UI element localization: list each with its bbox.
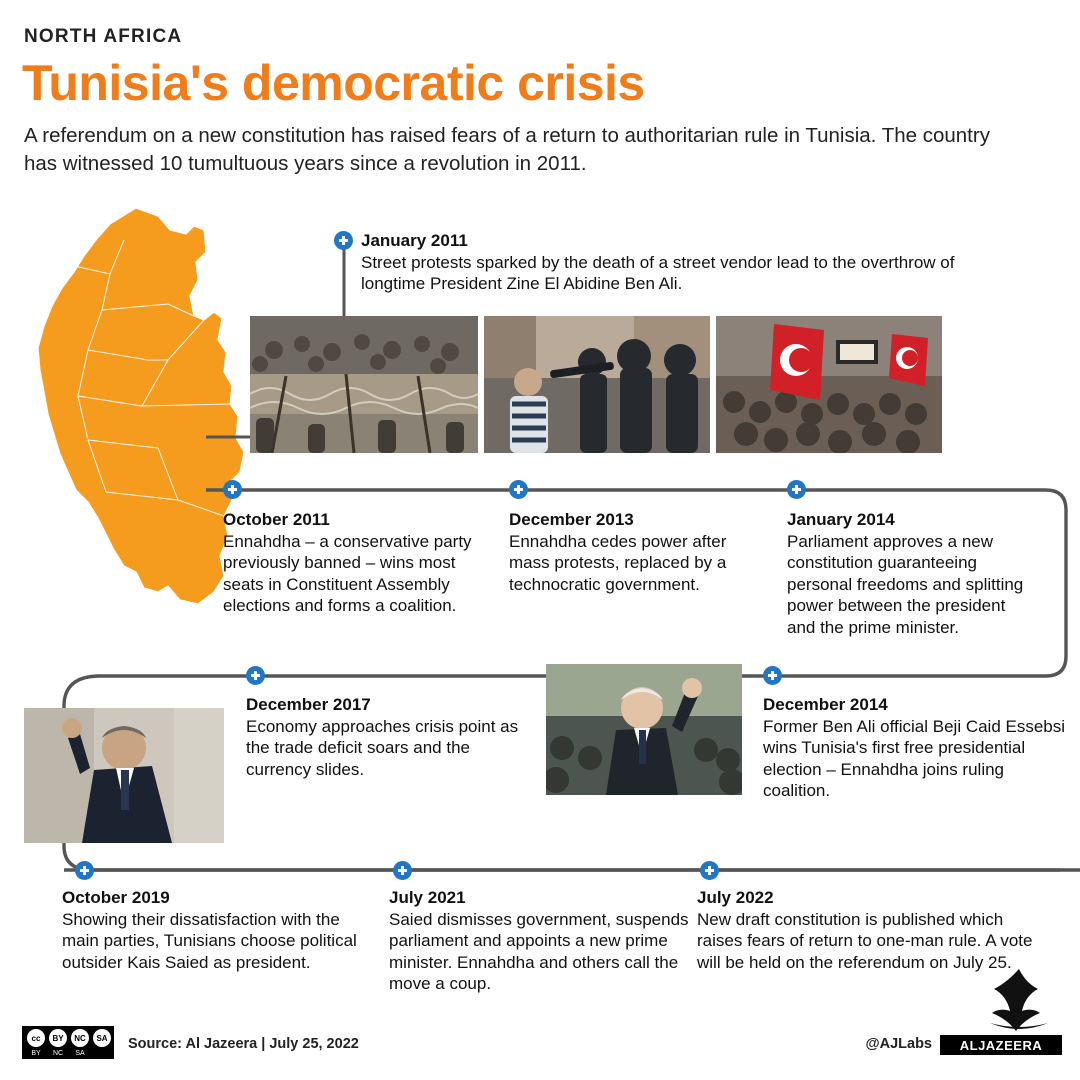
event-description: New draft constitution is published which raises fears of return to one-man rule. A vote will be held on the referendum on July 25. xyxy=(697,910,1033,972)
event-jan-2014 xyxy=(787,510,1037,638)
svg-text:NC: NC xyxy=(52,1050,64,1057)
photo-beji-caid-essebsi xyxy=(546,664,742,795)
event-date: December 2014 xyxy=(763,695,888,714)
timeline-node-dec-2017 xyxy=(246,666,265,685)
event-date: July 2022 xyxy=(697,888,774,907)
event-jul-2021 xyxy=(389,888,689,995)
timeline-node-jul-2021 xyxy=(393,861,412,880)
event-description: Street protests sparked by the death of a street vendor lead to the overthrow of longtime President Zine El Abidine Ben Ali. xyxy=(361,253,955,294)
event-date: January 2011 xyxy=(361,231,468,250)
al-jazeera-mark-icon xyxy=(980,965,1058,1035)
source-credit: Source: Al Jazeera | July 25, 2022 xyxy=(128,1036,359,1052)
event-date: December 2017 xyxy=(246,695,371,714)
timeline-node-dec-2013 xyxy=(509,480,528,499)
event-description: Former Ben Ali official Beji Caid Essebsi wins Tunisia's first free presidential election – Ennahdha joins ruling coalition. xyxy=(763,717,1066,801)
photo-flag-crowd xyxy=(716,316,942,453)
svg-text:SA: SA xyxy=(96,1034,108,1043)
event-description: Ennahdha – a conservative party previously banned – wins most seats in Constituent Assembly elections and forms a coalition. xyxy=(223,532,472,616)
event-description: Saied dismisses government, suspends parliament and appoints a new prime minister. Ennahdha and others call the move a coup. xyxy=(389,910,689,994)
event-jul-2022 xyxy=(697,888,1037,973)
page-title: Tunisia's democratic crisis xyxy=(22,55,645,111)
event-dec-2017 xyxy=(246,695,526,780)
event-oct-2011 xyxy=(223,510,498,617)
svg-text:NC: NC xyxy=(74,1034,86,1043)
timeline-node-jan-2011 xyxy=(334,231,353,250)
event-jan-2011 xyxy=(361,231,961,295)
svg-text:SA: SA xyxy=(75,1050,85,1057)
event-date: October 2019 xyxy=(62,888,170,907)
photo-protest-barricade xyxy=(250,316,478,453)
event-date: December 2013 xyxy=(509,510,634,529)
photo-police-teargas xyxy=(484,316,710,453)
event-dec-2014 xyxy=(763,695,1068,802)
timeline-node-oct-2019 xyxy=(75,861,94,880)
event-dec-2013 xyxy=(509,510,769,595)
kicker: NORTH AFRICA xyxy=(24,26,183,47)
event-date: October 2011 xyxy=(223,510,330,529)
social-handle: @AJLabs xyxy=(865,1036,932,1052)
event-description: Parliament approves a new constitution guaranteeing personal freedoms and splitting power between the president and the prime minister. xyxy=(787,532,1024,637)
svg-text:BY: BY xyxy=(31,1050,41,1057)
svg-text:cc: cc xyxy=(31,1034,41,1043)
creative-commons-badge xyxy=(22,1026,114,1059)
svg-text:BY: BY xyxy=(52,1034,64,1043)
event-date: July 2021 xyxy=(389,888,466,907)
event-description: Ennahdha cedes power after mass protests, replaced by a technocratic government. xyxy=(509,532,727,594)
photo-kais-saied xyxy=(24,708,224,843)
standfirst: A referendum on a new constitution has raised fears of a return to authoritarian rule in Tunisia. The country has witnessed 10 tumultuous years since a revolution in 2011. xyxy=(24,124,990,175)
event-description: Showing their dissatisfaction with the main parties, Tunisians choose political outsider Kais Saied as president. xyxy=(62,910,357,972)
timeline-node-dec-2014 xyxy=(763,666,782,685)
timeline-node-jul-2022 xyxy=(700,861,719,880)
event-oct-2019 xyxy=(62,888,372,973)
timeline-node-oct-2011 xyxy=(223,480,242,499)
al-jazeera-logo xyxy=(940,1035,1062,1055)
event-description: Economy approaches crisis point as the trade deficit soars and the currency slides. xyxy=(246,717,519,779)
timeline-node-jan-2014 xyxy=(787,480,806,499)
event-date: January 2014 xyxy=(787,510,895,529)
al-jazeera-logo-text: ALJAZEERA xyxy=(959,1037,1043,1053)
